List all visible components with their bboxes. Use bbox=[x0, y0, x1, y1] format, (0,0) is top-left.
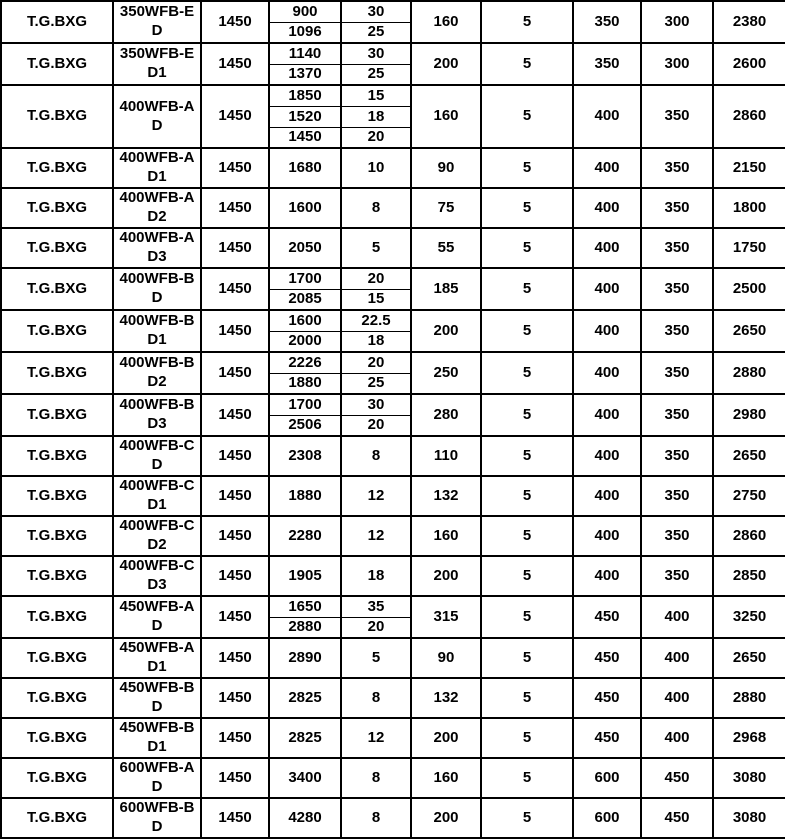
table-row bbox=[2, 557, 785, 597]
cell-series: T.G.BXG bbox=[2, 2, 114, 44]
cell-head: 12 bbox=[342, 719, 412, 759]
model-text: 400WFB-CD2 bbox=[119, 517, 195, 553]
cell-inlet: 600 bbox=[574, 799, 642, 839]
cell-power: 200 bbox=[412, 799, 482, 839]
cell-speed: 1450 bbox=[202, 759, 270, 799]
cell-weight: 2380 bbox=[714, 2, 785, 44]
cell-series: T.G.BXG bbox=[2, 679, 114, 719]
cell-series: T.G.BXG bbox=[2, 353, 114, 395]
cell-flow: 1650 bbox=[270, 597, 342, 618]
cell-outlet: 300 bbox=[642, 2, 714, 44]
model-text: 450WFB-AD1 bbox=[119, 639, 195, 675]
cell-power: 160 bbox=[412, 86, 482, 149]
cell-flow: 2280 bbox=[270, 517, 342, 557]
cell-inlet: 450 bbox=[574, 597, 642, 639]
cell-flow: 1450 bbox=[270, 128, 342, 149]
cell-stages: 5 bbox=[482, 189, 574, 229]
cell-power: 90 bbox=[412, 149, 482, 189]
cell-model bbox=[114, 353, 202, 395]
cell-stages: 5 bbox=[482, 86, 574, 149]
model-text: 450WFB-BD bbox=[119, 679, 195, 715]
model-text: 450WFB-AD bbox=[119, 598, 195, 634]
cell-head: 25 bbox=[342, 374, 412, 395]
cell-model bbox=[114, 44, 202, 86]
cell-power: 110 bbox=[412, 437, 482, 477]
model-text: 600WFB-AD bbox=[119, 759, 195, 795]
cell-head: 8 bbox=[342, 189, 412, 229]
cell-stages: 5 bbox=[482, 517, 574, 557]
cell-weight: 2860 bbox=[714, 86, 785, 149]
cell-series: T.G.BXG bbox=[2, 149, 114, 189]
table-row bbox=[2, 679, 785, 719]
cell-head: 25 bbox=[342, 65, 412, 86]
cell-weight: 2980 bbox=[714, 395, 785, 437]
cell-weight: 3080 bbox=[714, 759, 785, 799]
cell-speed: 1450 bbox=[202, 86, 270, 149]
model-text: 400WFB-BD3 bbox=[119, 396, 195, 432]
cell-speed: 1450 bbox=[202, 311, 270, 353]
cell-model bbox=[114, 437, 202, 477]
cell-weight: 2880 bbox=[714, 679, 785, 719]
cell-head: 18 bbox=[342, 107, 412, 128]
cell-flow: 1096 bbox=[270, 23, 342, 44]
cell-series: T.G.BXG bbox=[2, 269, 114, 311]
cell-series: T.G.BXG bbox=[2, 311, 114, 353]
cell-outlet: 450 bbox=[642, 759, 714, 799]
cell-speed: 1450 bbox=[202, 597, 270, 639]
cell-speed: 1450 bbox=[202, 477, 270, 517]
cell-head: 15 bbox=[342, 290, 412, 311]
cell-outlet: 350 bbox=[642, 395, 714, 437]
cell-head: 8 bbox=[342, 679, 412, 719]
cell-flow: 1520 bbox=[270, 107, 342, 128]
cell-outlet: 400 bbox=[642, 639, 714, 679]
cell-series: T.G.BXG bbox=[2, 799, 114, 839]
cell-weight: 2968 bbox=[714, 719, 785, 759]
cell-flow: 1905 bbox=[270, 557, 342, 597]
model-text: 400WFB-BD bbox=[119, 270, 195, 306]
cell-speed: 1450 bbox=[202, 269, 270, 311]
cell-series: T.G.BXG bbox=[2, 229, 114, 269]
model-text: 400WFB-AD2 bbox=[119, 189, 195, 225]
cell-speed: 1450 bbox=[202, 719, 270, 759]
cell-power: 160 bbox=[412, 517, 482, 557]
cell-weight: 2750 bbox=[714, 477, 785, 517]
cell-series: T.G.BXG bbox=[2, 395, 114, 437]
cell-stages: 5 bbox=[482, 269, 574, 311]
cell-model bbox=[114, 517, 202, 557]
cell-model bbox=[114, 557, 202, 597]
model-text: 400WFB-CD bbox=[119, 437, 195, 473]
cell-inlet: 400 bbox=[574, 395, 642, 437]
cell-weight: 2880 bbox=[714, 353, 785, 395]
table-row bbox=[2, 477, 785, 517]
cell-power: 75 bbox=[412, 189, 482, 229]
cell-inlet: 400 bbox=[574, 86, 642, 149]
cell-speed: 1450 bbox=[202, 189, 270, 229]
cell-inlet: 400 bbox=[574, 517, 642, 557]
cell-model bbox=[114, 395, 202, 437]
cell-power: 90 bbox=[412, 639, 482, 679]
cell-outlet: 300 bbox=[642, 44, 714, 86]
cell-stages: 5 bbox=[482, 2, 574, 44]
cell-head: 8 bbox=[342, 437, 412, 477]
cell-inlet: 400 bbox=[574, 353, 642, 395]
cell-head: 35 bbox=[342, 597, 412, 618]
cell-head: 25 bbox=[342, 23, 412, 44]
cell-stages: 5 bbox=[482, 44, 574, 86]
cell-outlet: 350 bbox=[642, 189, 714, 229]
cell-model bbox=[114, 189, 202, 229]
cell-weight: 2650 bbox=[714, 311, 785, 353]
cell-flow: 2825 bbox=[270, 679, 342, 719]
cell-inlet: 400 bbox=[574, 311, 642, 353]
table-row bbox=[2, 353, 785, 374]
cell-speed: 1450 bbox=[202, 557, 270, 597]
model-text: 400WFB-AD3 bbox=[119, 229, 195, 265]
cell-power: 200 bbox=[412, 44, 482, 86]
cell-flow: 900 bbox=[270, 2, 342, 23]
cell-series: T.G.BXG bbox=[2, 557, 114, 597]
cell-speed: 1450 bbox=[202, 639, 270, 679]
table-row bbox=[2, 311, 785, 332]
cell-model bbox=[114, 759, 202, 799]
cell-weight: 3080 bbox=[714, 799, 785, 839]
cell-speed: 1450 bbox=[202, 149, 270, 189]
cell-head: 5 bbox=[342, 229, 412, 269]
cell-model bbox=[114, 86, 202, 149]
cell-head: 20 bbox=[342, 128, 412, 149]
cell-stages: 5 bbox=[482, 719, 574, 759]
cell-power: 55 bbox=[412, 229, 482, 269]
cell-weight: 2850 bbox=[714, 557, 785, 597]
cell-flow: 2308 bbox=[270, 437, 342, 477]
cell-speed: 1450 bbox=[202, 679, 270, 719]
cell-head: 20 bbox=[342, 353, 412, 374]
cell-stages: 5 bbox=[482, 437, 574, 477]
cell-speed: 1450 bbox=[202, 799, 270, 839]
cell-weight: 2650 bbox=[714, 437, 785, 477]
cell-flow: 2085 bbox=[270, 290, 342, 311]
cell-series: T.G.BXG bbox=[2, 437, 114, 477]
cell-stages: 5 bbox=[482, 311, 574, 353]
cell-flow: 2226 bbox=[270, 353, 342, 374]
cell-stages: 5 bbox=[482, 557, 574, 597]
table-row bbox=[2, 639, 785, 679]
cell-speed: 1450 bbox=[202, 517, 270, 557]
cell-outlet: 350 bbox=[642, 353, 714, 395]
cell-series: T.G.BXG bbox=[2, 44, 114, 86]
cell-inlet: 450 bbox=[574, 719, 642, 759]
table-row bbox=[2, 759, 785, 799]
cell-flow: 1680 bbox=[270, 149, 342, 189]
table-row bbox=[2, 44, 785, 65]
cell-stages: 5 bbox=[482, 395, 574, 437]
cell-weight: 2860 bbox=[714, 517, 785, 557]
cell-outlet: 400 bbox=[642, 679, 714, 719]
cell-flow: 1700 bbox=[270, 269, 342, 290]
table-row bbox=[2, 517, 785, 557]
cell-power: 132 bbox=[412, 477, 482, 517]
cell-inlet: 600 bbox=[574, 759, 642, 799]
cell-speed: 1450 bbox=[202, 229, 270, 269]
cell-stages: 5 bbox=[482, 799, 574, 839]
cell-series: T.G.BXG bbox=[2, 719, 114, 759]
cell-weight: 3250 bbox=[714, 597, 785, 639]
cell-stages: 5 bbox=[482, 597, 574, 639]
cell-outlet: 400 bbox=[642, 719, 714, 759]
table-row bbox=[2, 2, 785, 23]
cell-model bbox=[114, 269, 202, 311]
cell-inlet: 400 bbox=[574, 557, 642, 597]
cell-model bbox=[114, 799, 202, 839]
cell-inlet: 400 bbox=[574, 477, 642, 517]
cell-outlet: 350 bbox=[642, 477, 714, 517]
cell-model bbox=[114, 639, 202, 679]
model-text: 400WFB-CD1 bbox=[119, 477, 195, 513]
cell-outlet: 350 bbox=[642, 269, 714, 311]
table-row bbox=[2, 799, 785, 839]
cell-head: 10 bbox=[342, 149, 412, 189]
cell-head: 20 bbox=[342, 269, 412, 290]
model-text: 350WFB-ED1 bbox=[119, 45, 195, 81]
cell-inlet: 450 bbox=[574, 639, 642, 679]
cell-series: T.G.BXG bbox=[2, 86, 114, 149]
cell-outlet: 350 bbox=[642, 149, 714, 189]
cell-inlet: 400 bbox=[574, 437, 642, 477]
cell-inlet: 400 bbox=[574, 269, 642, 311]
cell-weight: 1750 bbox=[714, 229, 785, 269]
cell-speed: 1450 bbox=[202, 2, 270, 44]
cell-outlet: 350 bbox=[642, 517, 714, 557]
cell-head: 15 bbox=[342, 86, 412, 107]
model-text: 450WFB-BD1 bbox=[119, 719, 195, 755]
cell-power: 132 bbox=[412, 679, 482, 719]
model-text: 400WFB-BD2 bbox=[119, 354, 195, 390]
cell-inlet: 400 bbox=[574, 149, 642, 189]
cell-head: 8 bbox=[342, 799, 412, 839]
cell-head: 30 bbox=[342, 395, 412, 416]
cell-flow: 1880 bbox=[270, 374, 342, 395]
table-row bbox=[2, 189, 785, 229]
cell-speed: 1450 bbox=[202, 353, 270, 395]
table-row bbox=[2, 269, 785, 290]
cell-model bbox=[114, 149, 202, 189]
cell-flow: 2000 bbox=[270, 332, 342, 353]
cell-stages: 5 bbox=[482, 353, 574, 395]
cell-model bbox=[114, 229, 202, 269]
cell-head: 30 bbox=[342, 44, 412, 65]
model-text: 600WFB-BD bbox=[119, 799, 195, 835]
cell-inlet: 400 bbox=[574, 229, 642, 269]
cell-model bbox=[114, 311, 202, 353]
table-row bbox=[2, 229, 785, 269]
cell-series: T.G.BXG bbox=[2, 759, 114, 799]
cell-stages: 5 bbox=[482, 149, 574, 189]
cell-head: 12 bbox=[342, 517, 412, 557]
cell-inlet: 400 bbox=[574, 189, 642, 229]
cell-speed: 1450 bbox=[202, 437, 270, 477]
cell-head: 8 bbox=[342, 759, 412, 799]
cell-flow: 1600 bbox=[270, 189, 342, 229]
cell-flow: 1700 bbox=[270, 395, 342, 416]
cell-stages: 5 bbox=[482, 679, 574, 719]
cell-outlet: 400 bbox=[642, 597, 714, 639]
cell-inlet: 350 bbox=[574, 2, 642, 44]
cell-outlet: 350 bbox=[642, 311, 714, 353]
cell-stages: 5 bbox=[482, 229, 574, 269]
cell-head: 22.5 bbox=[342, 311, 412, 332]
cell-outlet: 350 bbox=[642, 557, 714, 597]
cell-head: 30 bbox=[342, 2, 412, 23]
cell-flow: 1600 bbox=[270, 311, 342, 332]
cell-outlet: 350 bbox=[642, 437, 714, 477]
model-text: 400WFB-CD3 bbox=[119, 557, 195, 593]
table-row bbox=[2, 597, 785, 618]
cell-head: 18 bbox=[342, 332, 412, 353]
cell-weight: 2600 bbox=[714, 44, 785, 86]
cell-head: 20 bbox=[342, 618, 412, 639]
cell-power: 200 bbox=[412, 719, 482, 759]
cell-speed: 1450 bbox=[202, 44, 270, 86]
model-text: 350WFB-ED bbox=[119, 3, 195, 39]
cell-flow: 3400 bbox=[270, 759, 342, 799]
cell-head: 5 bbox=[342, 639, 412, 679]
cell-power: 200 bbox=[412, 311, 482, 353]
table-row bbox=[2, 437, 785, 477]
cell-power: 315 bbox=[412, 597, 482, 639]
cell-flow: 1850 bbox=[270, 86, 342, 107]
cell-power: 160 bbox=[412, 759, 482, 799]
table-row bbox=[2, 149, 785, 189]
cell-power: 250 bbox=[412, 353, 482, 395]
cell-outlet: 350 bbox=[642, 86, 714, 149]
cell-stages: 5 bbox=[482, 639, 574, 679]
cell-power: 280 bbox=[412, 395, 482, 437]
cell-weight: 2150 bbox=[714, 149, 785, 189]
cell-outlet: 350 bbox=[642, 229, 714, 269]
cell-series: T.G.BXG bbox=[2, 189, 114, 229]
cell-model bbox=[114, 719, 202, 759]
cell-inlet: 450 bbox=[574, 679, 642, 719]
cell-series: T.G.BXG bbox=[2, 597, 114, 639]
cell-flow: 1880 bbox=[270, 477, 342, 517]
cell-flow: 4280 bbox=[270, 799, 342, 839]
cell-power: 160 bbox=[412, 2, 482, 44]
cell-flow: 2050 bbox=[270, 229, 342, 269]
cell-model bbox=[114, 2, 202, 44]
table-row bbox=[2, 395, 785, 416]
cell-flow: 2506 bbox=[270, 416, 342, 437]
cell-power: 185 bbox=[412, 269, 482, 311]
cell-weight: 1800 bbox=[714, 189, 785, 229]
cell-inlet: 350 bbox=[574, 44, 642, 86]
cell-series: T.G.BXG bbox=[2, 477, 114, 517]
cell-speed: 1450 bbox=[202, 395, 270, 437]
cell-flow: 1140 bbox=[270, 44, 342, 65]
cell-model bbox=[114, 477, 202, 517]
table-body bbox=[2, 2, 785, 839]
cell-model bbox=[114, 679, 202, 719]
model-text: 400WFB-AD1 bbox=[119, 149, 195, 185]
cell-series: T.G.BXG bbox=[2, 639, 114, 679]
cell-flow: 2880 bbox=[270, 618, 342, 639]
cell-weight: 2500 bbox=[714, 269, 785, 311]
cell-stages: 5 bbox=[482, 477, 574, 517]
table-row bbox=[2, 86, 785, 107]
cell-outlet: 450 bbox=[642, 799, 714, 839]
cell-head: 18 bbox=[342, 557, 412, 597]
model-text: 400WFB-BD1 bbox=[119, 312, 195, 348]
cell-flow: 2890 bbox=[270, 639, 342, 679]
cell-weight: 2650 bbox=[714, 639, 785, 679]
cell-series: T.G.BXG bbox=[2, 517, 114, 557]
cell-head: 20 bbox=[342, 416, 412, 437]
cell-flow: 1370 bbox=[270, 65, 342, 86]
cell-flow: 2825 bbox=[270, 719, 342, 759]
cell-model bbox=[114, 597, 202, 639]
table-row bbox=[2, 719, 785, 759]
cell-stages: 5 bbox=[482, 759, 574, 799]
model-text: 400WFB-AD bbox=[119, 97, 195, 134]
cell-head: 12 bbox=[342, 477, 412, 517]
cell-power: 200 bbox=[412, 557, 482, 597]
